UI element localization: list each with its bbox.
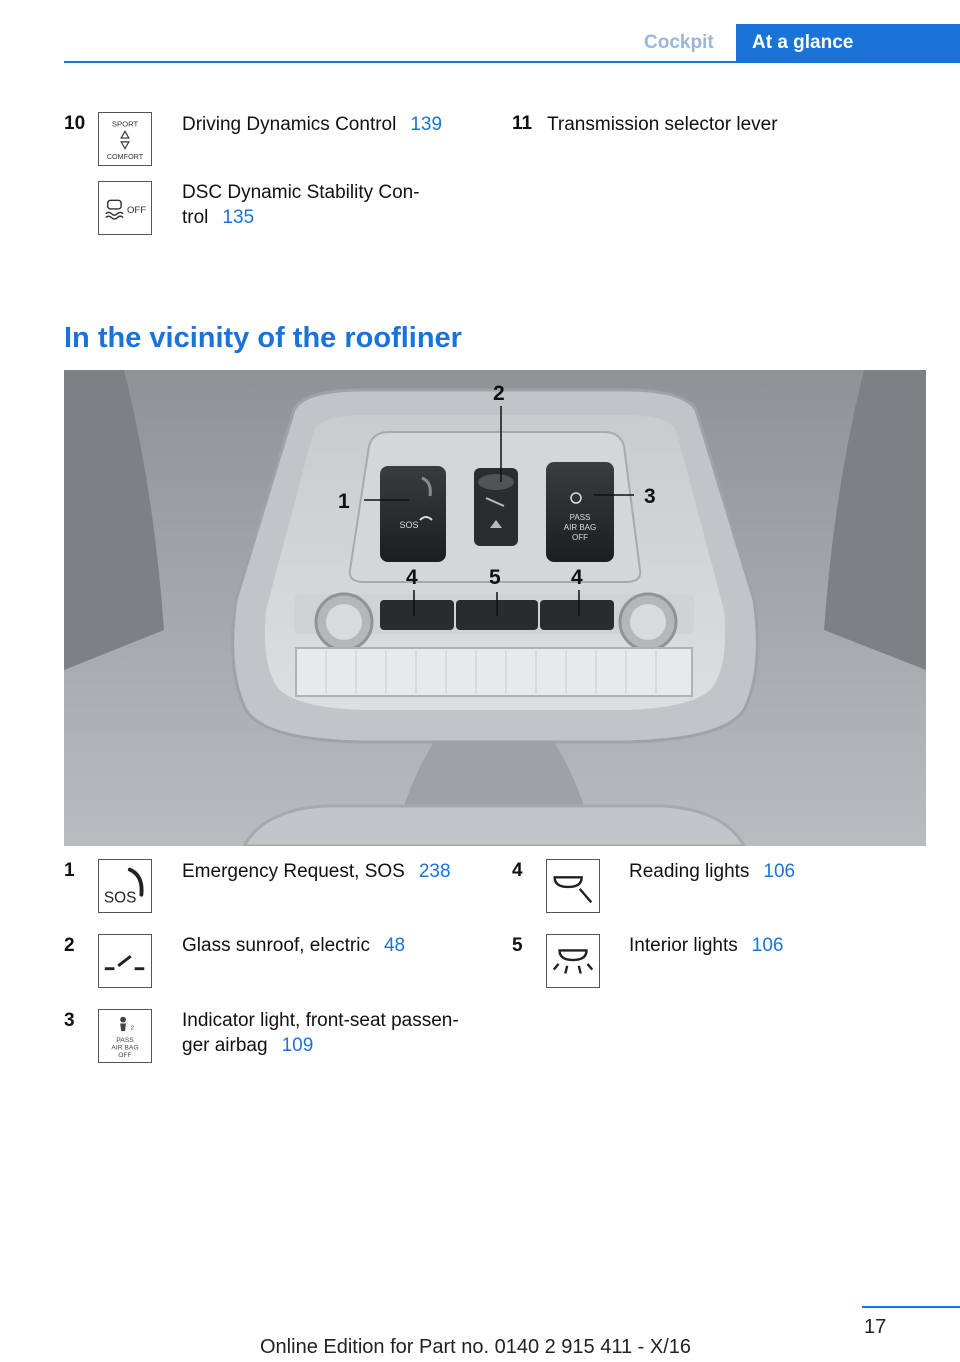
item-number: 11 [512, 113, 533, 134]
label-line-2: ger airbag 109 [182, 1035, 314, 1056]
callout-3: 3 [644, 485, 656, 508]
airbag-indicator-pass: PASS [569, 513, 591, 522]
label-text: Interior lights [629, 935, 738, 956]
emergency-request-label [182, 859, 451, 884]
page-ref-link[interactable]: 135 [222, 207, 255, 228]
sos-button-label: SOS [399, 520, 419, 530]
callout-2: 2 [493, 382, 505, 405]
off-text: OFF [118, 1052, 132, 1060]
dsc-off-icon [98, 181, 152, 235]
label-line-1: DSC Dynamic Stability Con- [182, 182, 420, 203]
airbag-indicator-off: OFF [572, 533, 588, 542]
section-title: In the vicinity of the roofliner [64, 322, 462, 354]
reading-light-icon [546, 859, 600, 913]
sos-icon-text: SOS [103, 889, 137, 907]
sunroof-icon [98, 934, 152, 988]
legend-number: 3 [64, 1010, 75, 1031]
transmission-selector-label: Transmission selector lever [547, 114, 778, 135]
page-ref-link[interactable]: 109 [281, 1035, 314, 1056]
svg-text:2: 2 [130, 1025, 134, 1032]
label-text: Reading lights [629, 861, 750, 882]
label-text: Glass sunroof, electric [182, 935, 370, 956]
legend-number: 1 [64, 860, 75, 881]
callout-4-right: 4 [571, 566, 583, 589]
airbag-indicator-airbag: AIR BAG [563, 523, 597, 532]
off-text: OFF [126, 204, 147, 216]
page-ref-link[interactable]: 48 [383, 935, 406, 956]
label-line-2: trol 135 [182, 207, 255, 228]
header-tab-at-a-glance[interactable] [736, 24, 960, 63]
passenger-airbag-off-icon [98, 1009, 152, 1063]
label-text: Driving Dynamics Control [182, 114, 397, 135]
roofliner-photo [64, 370, 926, 846]
page-ref-link[interactable]: 106 [751, 935, 784, 956]
callout-1: 1 [338, 490, 350, 513]
label-text: Emergency Request, SOS [182, 861, 405, 882]
page-ref-link[interactable]: 238 [418, 861, 451, 882]
airbag-indicator-label [182, 1008, 459, 1058]
item-number: 10 [64, 113, 86, 134]
dsc-label [182, 180, 420, 230]
edition-footer: Online Edition for Part no. 0140 2 915 411 - X/16 [260, 1336, 692, 1358]
callout-5: 5 [489, 566, 501, 589]
callout-4-left: 4 [406, 566, 418, 589]
pass-text: PASS [116, 1036, 134, 1044]
interior-light-icon [546, 934, 600, 988]
legend-number: 5 [512, 935, 523, 956]
sport-text: SPORT [111, 119, 139, 129]
glass-sunroof-label [182, 933, 405, 958]
interior-lights-label [629, 933, 783, 958]
airbag-text: AIR BAG [111, 1044, 139, 1052]
header-rule [64, 61, 960, 63]
reading-lights-label [629, 859, 795, 884]
legend-number: 2 [64, 935, 75, 956]
comfort-text: COMFORT [106, 152, 144, 162]
page-ref-link[interactable]: 106 [763, 861, 796, 882]
footer-rule [862, 1306, 960, 1308]
legend-number: 4 [512, 860, 523, 881]
sport-comfort-icon [98, 112, 152, 166]
page-ref-link[interactable]: 139 [410, 114, 443, 135]
header-tab-label: At a glance [752, 32, 854, 53]
label-line-1: Indicator light, front-seat passen- [182, 1010, 459, 1031]
header-section-link[interactable]: Cockpit [644, 32, 714, 53]
page-number: 17 [864, 1316, 887, 1338]
driving-dynamics-control-label [182, 112, 442, 137]
sos-icon [98, 859, 152, 913]
